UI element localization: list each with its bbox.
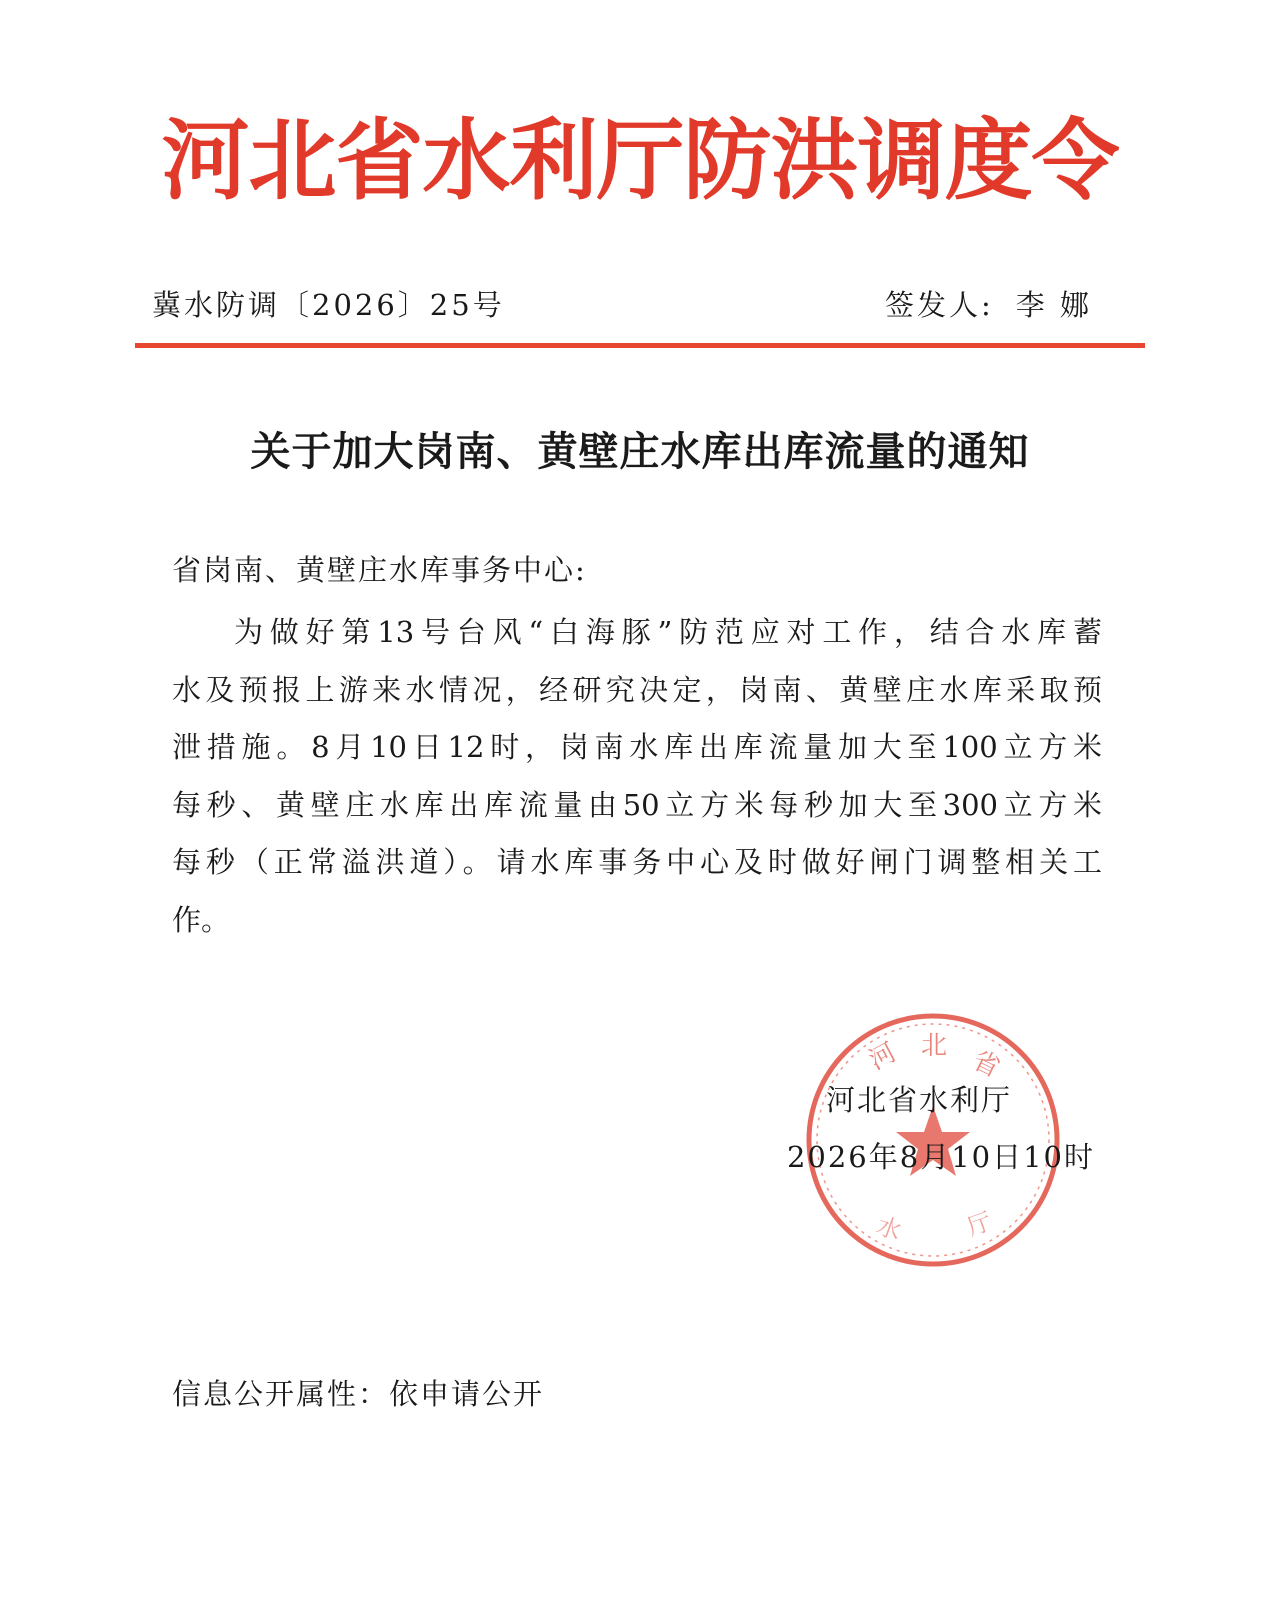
masthead-title: 河北省水利厅防洪调度令 <box>161 109 1119 212</box>
body-line: 水及预报上游来水情况，经研究决定，岗南、黄壁庄水库采取预 <box>172 672 1102 707</box>
body-line: 作。 <box>172 902 231 937</box>
body-line: 每秒（正常溢洪道）。请水库事务中心及时做好闸门调整相关工 <box>172 845 1102 879</box>
signer-name: 李 娜 <box>1015 288 1092 322</box>
body-line: 每秒、黄壁庄水库出库流量由50立方米每秒加大至300立方米 <box>172 787 1102 822</box>
addressee: 省岗南、黄壁庄水库事务中心: <box>172 553 587 587</box>
svg-text:省: 省 <box>967 1045 1005 1084</box>
svg-text:厅: 厅 <box>963 1207 996 1242</box>
issuer-name: 河北省水利厅 <box>826 1083 1013 1117</box>
svg-text:河: 河 <box>864 1037 902 1077</box>
body-line: 为做好第13号台风“白海豚”防范应对工作，结合水库蓄 <box>234 615 1102 649</box>
notice-title: 关于加大岗南、黄壁庄水库出库流量的通知 <box>250 429 1030 475</box>
body-line: 泄措施。8月10日12时，岗南水库出库流量加大至100立方米 <box>172 730 1102 764</box>
svg-text:水: 水 <box>872 1211 906 1246</box>
notice-body <box>172 604 1102 949</box>
document-number: 冀水防调〔2026〕25号 <box>152 288 505 322</box>
signer-label: 签发人: <box>885 288 994 322</box>
svg-text:北: 北 <box>921 1031 948 1061</box>
signer <box>885 284 1092 326</box>
disclosure-attribute: 信息公开属性：依申请公开 <box>172 1377 545 1411</box>
issue-date: 2026年8月10日10时 <box>786 1140 1095 1174</box>
red-divider <box>135 343 1145 348</box>
